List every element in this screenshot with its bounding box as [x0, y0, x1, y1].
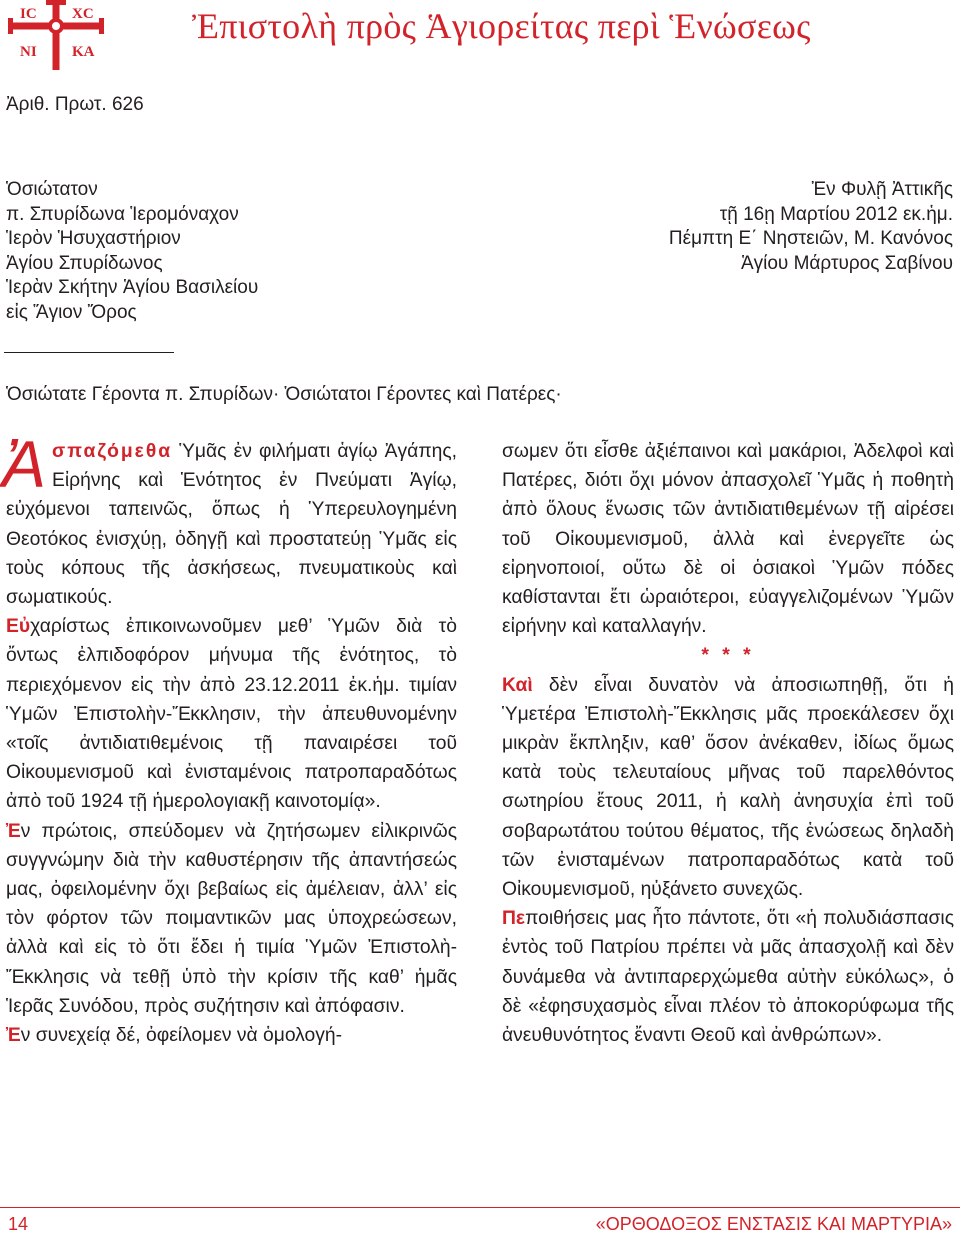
paragraph	[502, 671, 954, 905]
lead-word: Καὶ	[502, 674, 533, 696]
journal-name: «ΟΡΘΟΔΟΞΟΣ ΕΝΣΤΑΣΙΣ ΚΑΙ ΜΑΡΤΥΡΙΑ»	[595, 1214, 952, 1234]
place-date-line: Ἐν Φυλῇ Ἀττικῆς	[811, 179, 953, 200]
lead-word: Πε	[502, 908, 526, 930]
lead-word: Ἐ	[6, 820, 21, 842]
svg-text:KA: KA	[72, 44, 95, 60]
place-date-block	[669, 178, 953, 276]
paragraph	[502, 437, 954, 641]
paragraph-text: σωμεν ὅτι εἶσθε ἀξιέπαινοι καὶ μακάριοι, Ἀδελφοὶ καὶ Πατέρες, διότι ὄχι μόνον ἀπασχολεῖ Ὑμᾶς ἡ ποθητὴ ἀπὸ ὅλους ἕνωσις τῶν ἀντιδιατιθεμένων τῇ αἱρέσει τοῦ Οἰκουμενισμοῦ, ἀλλὰ καὶ ἐνεργεῖτε ὡς εἰρηνοποιοί, οὕτω δὲ οἱ ὁσιακοὶ Ὑμῶν πόδες καθίστανται ἔτι ὡραιότεροι, εὐαγγελιζομένων Ὑμῶν εἰρήνην καὶ καταλλαγήν.	[502, 441, 954, 638]
place-date-line: τῇ 16ῃ Μαρτίου 2012 εκ.ἡμ.	[719, 203, 953, 225]
svg-text:XC: XC	[72, 6, 94, 22]
svg-text:IC: IC	[20, 6, 37, 22]
recipient-line: Ἁγίου Σπυρίδωνος	[6, 252, 163, 274]
recipient-line: Ὁσιώτατον	[6, 179, 98, 200]
section-separator: * * *	[701, 645, 755, 667]
recipient-line: π. Σπυρίδωνα Ἱερομόναχον	[6, 203, 239, 225]
place-date-line: Πέμπτη Ε΄ Νηστειῶν, Μ. Κανόνος	[668, 228, 953, 249]
paragraph-text: χαρίστως ἐπικοινωνοῦμεν μεθ’ Ὑμῶν διὰ τὸ ὄντως ἐλπιδοφόρον μήνυμα τῆς ἑνότητος, τὸ περιεχόμενον εἰς τὴν ἀπὸ 23.12.2011 ἐκ.ἡμ. τιμίαν Ὑμῶν Ἐπιστολὴν-Ἔκκλησιν, τὴν ἀπευθυνομένην «τοῖς ἀντιδιατιθεμένοις τῇ παναιρέσει τοῦ Οἰκουμενισμοῦ καὶ ἐνισταμένοις πατροπαραδότως ἀπὸ τοῦ 1924 τῇ ἡμερολογιακῇ καινοτομίᾳ».	[6, 616, 457, 813]
paragraph-text: δὲν εἶναι δυνατὸν νὰ ἀποσιωπηθῇ, ὅτι ἡ Ὑμετέρα Ἐπιστολὴ-Ἔκκλησις μᾶς προεκάλεσεν ὄχι μικρὰν ἔκπληξιν, καθ’ ὅσον ἀνέκαθεν, ἰδίως ὅμως κατὰ τοὺς τελευταίους μῆνας τοῦ παρελθόντος σωτηρίου ἔτους 2011, ἡ καλὴ ἀνησυχία ἐπὶ τοῦ σοβαρωτάτου τούτου θέματος, τῆς ἑνώσεως δηλαδὴ τῶν ἐνισταμένων πατροπαραδότως κατὰ τοῦ Οἰκουμενισμοῦ, ηὐξάνετο συνεχῶς.	[502, 674, 954, 901]
svg-text:NI: NI	[20, 44, 37, 60]
cross-emblem-icon	[0, 0, 112, 70]
footer-rule	[0, 1207, 960, 1208]
page-title: Ἐπιστολὴ πρὸς Ἁγιορείτας περὶ Ἑνώσεως	[192, 6, 811, 46]
drop-cap: Ἀ	[2, 427, 47, 501]
lead-word: Ἐ	[6, 1025, 21, 1047]
paragraph-text: ν πρώτοις, σπεύδομεν νὰ ζητήσωμεν εἰλικρινῶς συγγνώμην διὰ τὴν καθυστέρησιν τῆς ἀπαντήσεώς μας, ὀφειλομένην ὄχι βεβαίως εἰς ἀμέλειαν, ἀλλ’ εἰς τὸν φόρτον τῶν ποιμαντικῶν μας ὑποχρεώσεων, ἀλλὰ καὶ εἰς τὸ ὅτι ἔδει ἡ τιμία Ὑμῶν Ἐπιστολὴ-Ἔκκλησις νὰ τεθῇ ὑπὸ τὴν κρίσιν τῆς καθ’ ἡμᾶς Ἱερᾶς Συνόδου, πρὸς συζήτησιν καὶ ἀπόφασιν.	[6, 820, 457, 1017]
lead-word: Εὐ	[6, 616, 31, 638]
paragraph	[6, 612, 457, 816]
body-column-right	[502, 437, 954, 1050]
paragraph-text: ποιθήσεις μας ἦτο πάντοτε, ὅτι «ἡ πολυδιάσπασις ἐντὸς τοῦ Πατρίου πρέπει νὰ μᾶς ἀπασχολῇ καὶ δὲν δυνάμεθα νὰ ἀντιπαρερχώμεθα αὐτὴν εὐκόλως», ὁ δὲ «ἐφησυχασμὸς εἶναι πλέον τὸ ἀποκορύφωμα τῆς ἀνευθυνότητος ἔναντι Θεοῦ καὶ ἀνθρώπων».	[502, 908, 954, 1047]
paragraph	[6, 817, 457, 1021]
paragraph-text: Ὑμᾶς ἐν φιλήματι ἁγίῳ Ἀγάπης, Εἰρήνης καὶ Ἑνότητος ἐν Πνεύματι Ἁγίῳ, εὐχόμενοι ταπεινῶς, ὅπως ἡ Ὑπερευλογημένη Θεοτόκος ἐνισχύῃ, ὁδηγῇ καὶ προστατεύῃ Ὑμᾶς εἰς τοὺς κόπους τῆς ἀσκήσεως, πνευματικοὺς καὶ σωματικούς.	[6, 441, 457, 609]
salutation: Ὁσιώτατε Γέροντα π. Σπυρίδων· Ὁσιώτατοι Γέροντες καὶ Πατέρες·	[6, 384, 562, 405]
recipient-line: Ἱερὰν Σκήτην Ἁγίου Βασιλείου	[6, 277, 259, 298]
recipient-line: εἰς Ἅγιον Ὄρος	[6, 301, 137, 323]
page-number: 14	[8, 1214, 29, 1234]
paragraph	[6, 1021, 457, 1050]
paragraph	[2, 427, 457, 612]
recipient-underline	[4, 352, 174, 353]
body-column-left	[2, 427, 457, 1050]
place-date-line: Ἁγίου Μάρτυρος Σαβίνου	[740, 252, 953, 274]
lead-word: σπαζόμεθα	[52, 441, 173, 462]
recipient-address	[6, 178, 258, 325]
paragraph-text: ν συνεχείᾳ δέ, ὀφείλομεν νὰ ὁμολογή-	[20, 1025, 343, 1047]
recipient-line: Ἱερὸν Ἡσυχαστήριον	[6, 228, 181, 249]
paragraph	[502, 904, 954, 1050]
protocol-number: Ἀριθ. Πρωτ. 626	[6, 94, 144, 115]
